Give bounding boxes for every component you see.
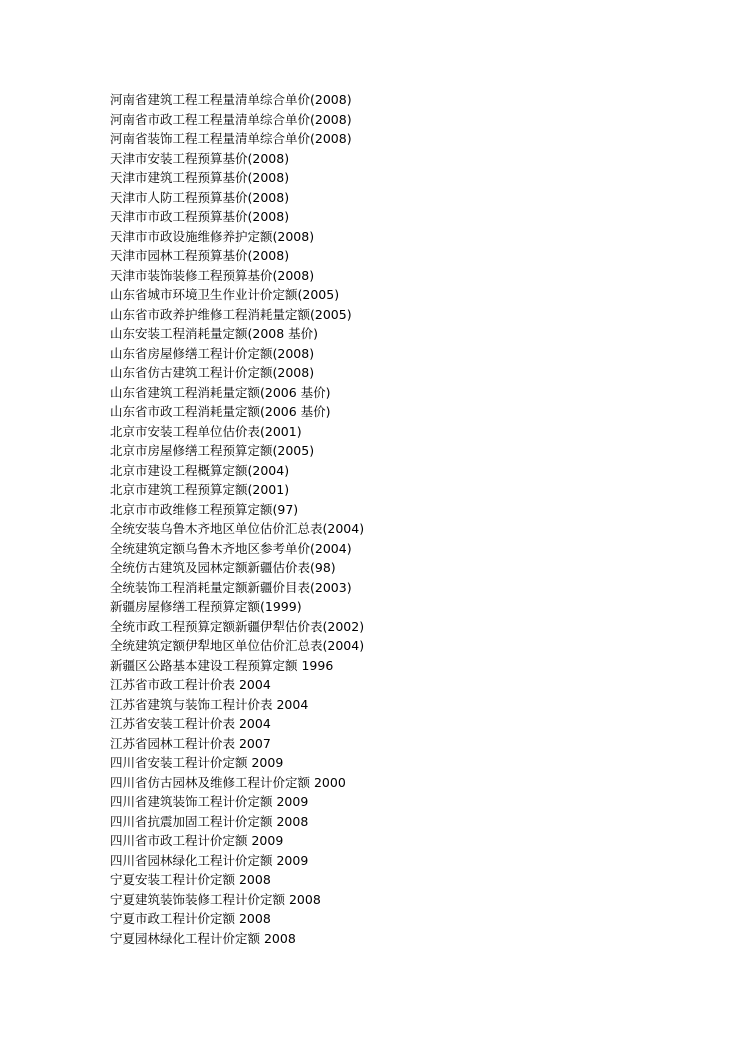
list-item: 全统建筑定额伊犁地区单位估价汇总表(2004) [110,638,365,653]
list-item: 江苏省建筑与装饰工程计价表 2004 [110,696,309,712]
list-item: 山东省仿古建筑工程计价定额(2008) [110,365,315,380]
list-item: 山东安装工程消耗量定额(2008 基价) [110,326,319,341]
list-item: 宁夏安装工程计价定额 2008 [110,872,271,887]
list-item: 河南省市政工程工程量清单综合单价(2008) [110,111,352,127]
list-item: 河南省建筑工程工程量清单综合单价(2008) [110,92,352,107]
list-item: 北京市房屋修缮工程预算定额(2005) [110,443,315,458]
list-item: 北京市安装工程单位估价表(2001) [110,423,302,439]
list-item: 河南省装饰工程工程量清单综合单价(2008) [110,131,352,146]
list-item: 天津市园林工程预算基价(2008) [110,248,290,263]
list-item: 全统市政工程预算定额新疆伊犁估价表(2002) [110,618,365,634]
list-item: 山东省建筑工程消耗量定额(2006 基价) [110,384,331,400]
list-item: 四川省园林绿化工程计价定额 2009 [110,852,309,868]
list-item: 江苏省园林工程计价表 2007 [110,735,271,751]
list-item: 新疆区公路基本建设工程预算定额 1996 [110,657,334,673]
list-item: 全统装饰工程消耗量定额新疆价目表(2003) [110,579,352,595]
list-item: 宁夏市政工程计价定额 2008 [110,911,271,926]
list-item: 全统安装乌鲁木齐地区单位估价汇总表(2004) [110,521,365,536]
list-item: 四川省仿古园林及维修工程计价定额 2000 [110,774,346,790]
list-item: 山东省城市环境卫生作业计价定额(2005) [110,287,340,302]
list-item: 山东省房屋修缮工程计价定额(2008) [110,345,315,361]
list-item: 宁夏建筑装饰装修工程计价定额 2008 [110,891,321,907]
list-item: 北京市建设工程概算定额(2004) [110,462,290,478]
list-item: 全统建筑定额乌鲁木齐地区参考单价(2004) [110,540,352,556]
list-item: 山东省市政养护维修工程消耗量定额(2005) [110,306,352,322]
list-item: 天津市安装工程预算基价(2008) [110,150,290,166]
list-item: 山东省市政工程消耗量定额(2006 基价) [110,404,331,419]
list-item: 江苏省市政工程计价表 2004 [110,677,271,692]
list-item: 江苏省安装工程计价表 2004 [110,716,271,731]
list-item: 天津市市政工程预算基价(2008) [110,209,290,224]
list-item: 天津市人防工程预算基价(2008) [110,189,290,205]
list-item: 全统仿古建筑及园林定额新疆估价表(98) [110,560,336,575]
list-item: 北京市建筑工程预算定额(2001) [110,482,290,497]
list-item: 北京市市政维修工程预算定额(97) [110,501,299,517]
list-item: 四川省建筑装饰工程计价定额 2009 [110,794,309,809]
quota-list [110,90,364,948]
list-item: 宁夏园林绿化工程计价定额 2008 [110,930,296,946]
list-item: 天津市装饰装修工程预算基价(2008) [110,267,315,283]
list-item: 四川省抗震加固工程计价定额 2008 [110,813,309,829]
list-item: 天津市建筑工程预算基价(2008) [110,170,290,185]
list-item: 新疆房屋修缮工程预算定额(1999) [110,599,302,614]
list-item: 四川省安装工程计价定额 2009 [110,755,284,770]
list-item: 四川省市政工程计价定额 2009 [110,833,284,848]
list-item: 天津市市政设施维修养护定额(2008) [110,228,315,244]
